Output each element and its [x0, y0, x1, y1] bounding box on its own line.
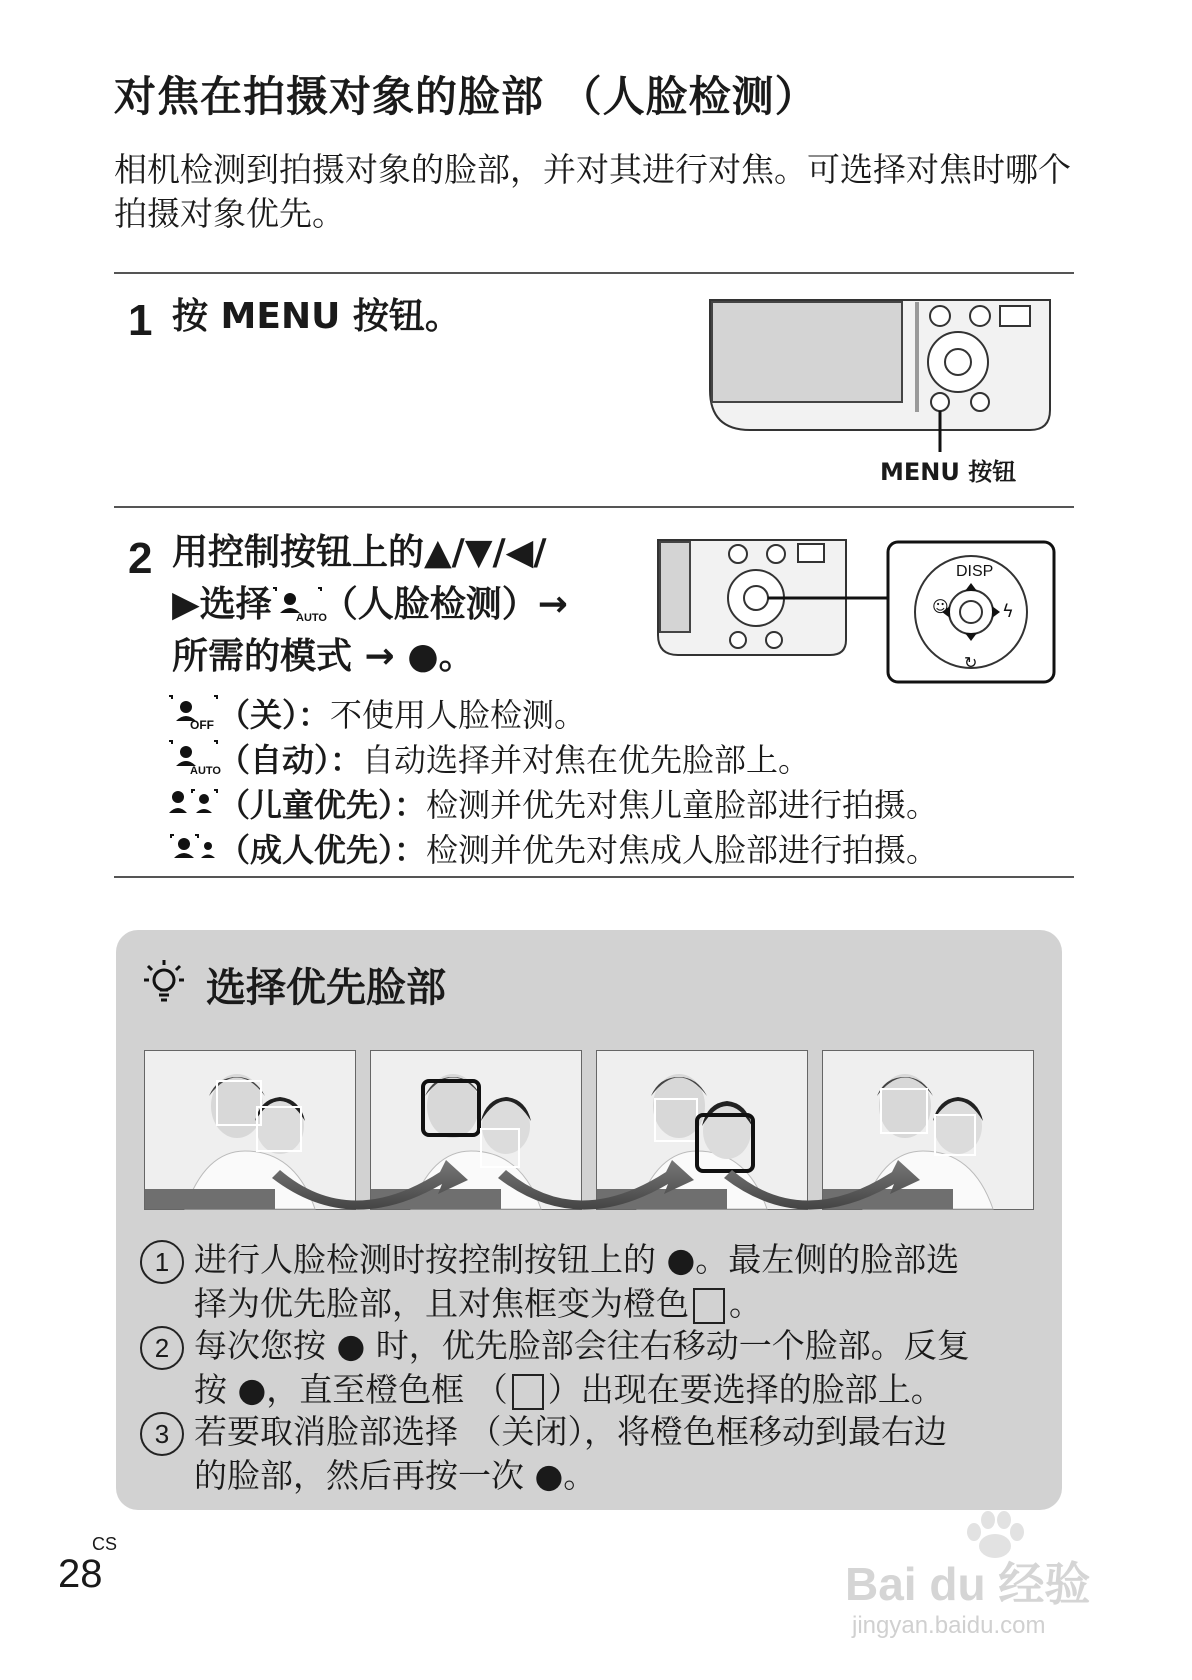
option-desc: 不使用人脸检测。 [330, 696, 587, 734]
child-priority-icon [168, 785, 218, 821]
watermark-url: jingyan.baidu.com [852, 1612, 1046, 1639]
page-number: 28 [58, 1552, 103, 1596]
arrow-sequence-icon [270, 1150, 970, 1220]
note-number: 2 [140, 1326, 184, 1370]
page-title: 对焦在拍摄对象的脸部 （人脸检测） [114, 72, 818, 121]
option-name: （关）： [218, 696, 331, 734]
note-number: 1 [140, 1240, 184, 1284]
adult-priority-icon [168, 830, 218, 866]
option-name: （成人优先）： [218, 831, 427, 869]
svg-text:AUTO: AUTO [295, 612, 327, 624]
note-line: ）出现在要选择的脸部上。 [547, 1370, 944, 1409]
focus-frame-icon [512, 1374, 544, 1410]
tip-note-1 [140, 1240, 959, 1326]
step-2-line-2a: ▶选择 [172, 584, 272, 625]
face-auto-icon [168, 740, 221, 777]
watermark-logo: Bai du 经验 [845, 1558, 1091, 1610]
svg-text:↻: ↻ [964, 653, 978, 672]
option-face-off [168, 690, 586, 736]
tip-title: 选择优先脸部 [206, 965, 446, 1011]
option-face-auto [168, 735, 810, 781]
note-line: 。 [729, 1284, 762, 1323]
note-number: 3 [140, 1412, 184, 1456]
option-desc: 自动选择并对焦在优先脸部上。 [362, 741, 811, 779]
step-2-line-1: 用控制按钮上的▲/▼/◀/ [172, 532, 547, 573]
svg-text:ϟ: ϟ [1002, 601, 1014, 622]
step-1-text: 按 MENU 按钮。 [172, 296, 461, 337]
intro-paragraph: 相机检测到拍摄对象的脸部，并对其进行对焦。可选择对焦时哪个拍摄对象优先。 [114, 150, 1071, 233]
step-2-number: 2 [128, 534, 153, 583]
disp-label: DISP [956, 563, 994, 580]
lightbulb-icon [140, 958, 188, 1010]
step-1-number: 1 [128, 296, 153, 345]
svg-text:AUTO: AUTO [190, 765, 221, 777]
divider [114, 506, 1074, 508]
option-adult-priority [168, 825, 938, 871]
note-line: 择为优先脸部，且对焦框变为橙色 [194, 1284, 689, 1323]
divider [114, 876, 1074, 878]
tip-note-2 [140, 1326, 970, 1412]
tip-note-3 [140, 1412, 947, 1498]
camera-control-illustration [658, 540, 1058, 685]
face-auto-icon [272, 587, 327, 624]
option-child-priority [168, 780, 938, 826]
face-off-icon [168, 695, 218, 731]
note-line: 按 ●，直至橙色框 （ [194, 1370, 508, 1409]
option-desc: 检测并优先对焦儿童脸部进行拍摄。 [426, 786, 939, 824]
step-2-line-3: 所需的模式 → ●。 [172, 636, 475, 677]
option-desc: 检测并优先对焦成人脸部进行拍摄。 [426, 831, 939, 869]
divider [114, 272, 1074, 274]
menu-button-callout: MENU 按钮 [880, 458, 1017, 486]
note-line: 进行人脸检测时按控制按钮上的 ●。最左侧的脸部选 [194, 1240, 960, 1279]
focus-frame-icon [693, 1288, 725, 1324]
svg-text:OFF: OFF [190, 718, 214, 732]
svg-text:☺: ☺ [932, 597, 949, 616]
option-name: （儿童优先）： [218, 786, 427, 824]
option-name: （自动）： [218, 741, 363, 779]
note-line: 若要取消脸部选择 （关闭），将橙色框移动到最右边 [194, 1412, 947, 1451]
note-line: 每次您按 ● 时，优先脸部会往右移动一个脸部。反复 [194, 1326, 970, 1365]
step-2-line-2b: （人脸检测）→ [321, 584, 568, 625]
step-2-line-2 [172, 578, 568, 632]
note-line: 的脸部，然后再按一次 ●。 [194, 1456, 597, 1495]
language-code: CS [92, 1534, 118, 1554]
